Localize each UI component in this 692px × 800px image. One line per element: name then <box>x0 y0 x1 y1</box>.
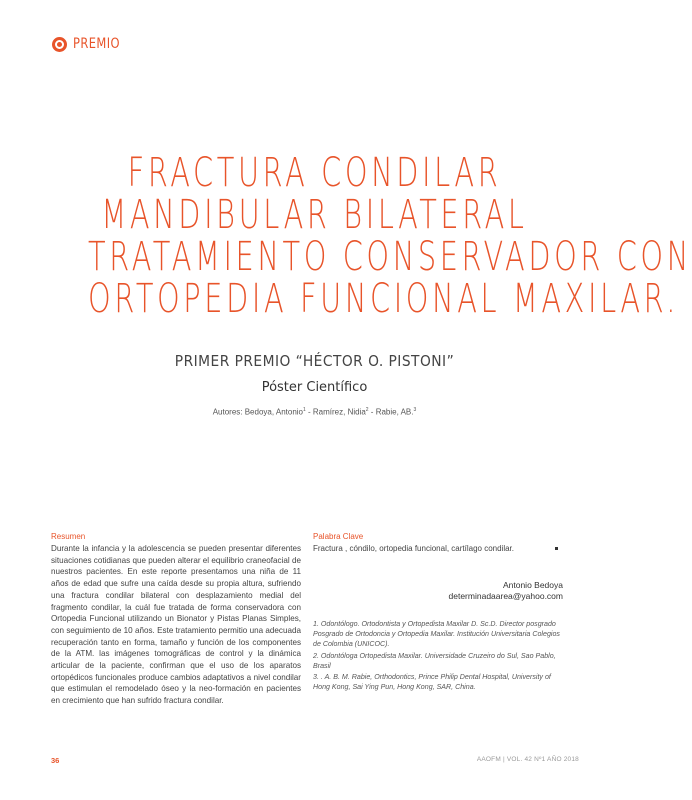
abstract-column <box>51 532 301 707</box>
title-line: TRATAMIENTO CONSERVADOR CON <box>88 234 692 280</box>
abstract-heading: Resumen <box>51 532 86 541</box>
award-subtitle: PRIMER PREMIO “HÉCTOR O. PISTONI” <box>174 352 455 370</box>
author-sup: 2 <box>365 407 369 413</box>
author-text: - Ramírez, Nidia <box>305 407 366 417</box>
abstract-text: Durante la infancia y la adolescencia se pueden presentar diferentes situaciones cotidianas que pueden alterar el equilibrio craneofacial de nuestros pacientes. En este reporte presentamos una niña de 11 años de edad que sufre una caída desde su propia altura, sufriendo una fractura condilar bilateral con desplazamiento medial del fragmento condilar, la cuál fue tratada de forma conservadora con Ortopedia Funcional utilizando un Bionator y Pistas Planas Simples, con seguimiento de 10 años. Este tratamiento permitio una adecuada recuperación tanto en forma, tamaño y función de los componentes de la ATM. las imágenes tomográficas de control y la dinámica articular de la paciente, confirman que el uso de los aparatos ortopédicos funcionales produce cambios adaptativos a nivel condilar que estimulan el remodelado óseo y la neo-formación en pacientes en crecimiento que han sufrido fractura condilar. <box>51 544 301 706</box>
end-mark <box>555 547 558 550</box>
affiliation-note: 3. . A. B. M. Rabie, Orthodontics, Prince Philip Dental Hospital, University of Hong Kong, Sai Ying Pun, Hong Kong, SAR, China. <box>313 673 551 692</box>
keywords-text: Fractura , cóndilo, ortopedia funcional, cartílago condilar. <box>313 544 515 553</box>
author-text: - Rabie, AB. <box>368 407 414 417</box>
author-sup: 3 <box>413 407 417 413</box>
article-title <box>0 150 692 322</box>
affiliation-note: 1. Odontólogo. Ortodontista y Ortopedista Maxilar D. Sc.D. Director posgrado Posgrado de Ortodoncia y Ortopedia Maxilar. Institución Universitaria Colegios de Colombia (UNICOC). <box>313 620 560 649</box>
target-icon <box>52 37 67 52</box>
section-label: PREMIO <box>73 36 120 52</box>
poster-label: Póster Científico <box>261 380 368 395</box>
authors-line <box>0 407 629 417</box>
author-sup: 1 <box>303 407 306 413</box>
affiliation-note: 2. Odontóloga Ortopedista Maxilar. Universidade Cruzeiro do Sul, Sao Pablo, Brasil <box>313 651 556 670</box>
journal-footer: AAOFM | VOL. 42 Nº1 AÑO 2018 <box>476 756 579 763</box>
author-text: Autores: Bedoya, Antonio <box>212 407 303 417</box>
keywords-row <box>313 543 563 554</box>
title-line: FRACTURA CONDILAR <box>127 150 502 196</box>
title-line: ORTOPEDIA FUNCIONAL MAXILAR. <box>88 276 680 322</box>
affiliation-notes <box>313 619 563 693</box>
keywords-heading: Palabra Clave <box>313 532 364 541</box>
page-number: 36 <box>51 756 60 765</box>
contact-email[interactable]: determinadaarea@yahoo.com <box>448 591 563 601</box>
contact-name: Antonio Bedoya <box>502 580 563 590</box>
section-header <box>52 36 130 52</box>
keywords-column <box>313 532 563 692</box>
title-line: MANDIBULAR BILATERAL <box>101 192 528 238</box>
